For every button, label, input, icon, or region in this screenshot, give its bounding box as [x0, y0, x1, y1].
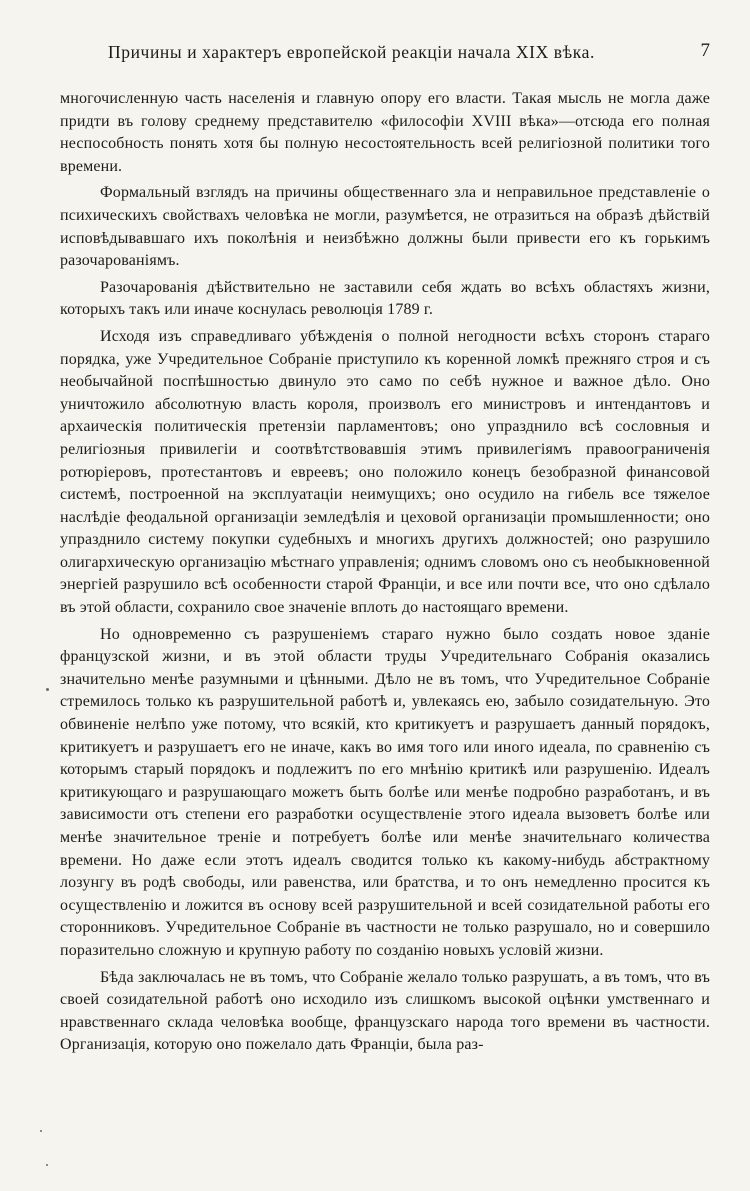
paragraph-formal-view: Формальный взглядъ на причины общественнаго зла и неправильное представленіе о психическихъ свойствахъ человѣка не могли, разумѣется, не отразиться на образѣ дѣйствій исповѣдывавшаго ихъ поколѣнія и неизбѣжно должны были привести его къ горькимъ разочарованіямъ. [60, 184, 710, 270]
print-speck [40, 1130, 42, 1132]
running-head [60, 38, 710, 66]
body-text [60, 88, 710, 1061]
page-number: 7 [700, 40, 710, 61]
print-speck [46, 688, 49, 691]
print-speck [46, 1164, 48, 1166]
paragraph-continuation: многочисленную часть населенія и главную опору его власти. Такая мысль не могла даже придти въ голову среднему представителю «философіи XVIII вѣка»—отсюда его полная неспособность понять хотя бы полную несостоятельность всей религіозной политики того времени. [60, 90, 710, 175]
paragraph-new-building: Но одновременно съ разрушеніемъ стараго нужно было создать новое зданіе французской жизни, и въ этой области труды Учредительнаго Собранія оказались значительно менѣе разумными и цѣнными. Дѣло не въ томъ, что Учредительное Собраніе стремилось только къ разрушительной работѣ и, увлекаясь ею, забыло созидательную. Это обвиненіе нелѣпо уже потому, что всякій, кто критикуетъ и разрушаетъ данный порядокъ, критикуетъ и разрушаетъ его не иначе, какъ во имя того или иного идеала, по сравненію съ которымъ старый порядокъ и подлежитъ по его мнѣнію критикѣ или разрушенію. Идеалъ критикующаго и разрушающаго можетъ быть болѣе или менѣе подробно разработанъ, и въ зависимости отъ степени его разработки осуществленіе этого идеала вызоветъ болѣе или менѣе значительное треніе и потребуетъ болѣе или менѣе значительнаго количества времени. Но даже если этотъ идеалъ сводится только къ какому-нибудь абстрактному лозунгу въ родѣ свободы, или равенства, или братства, и то онъ немедленно просится къ осуществленію и ложится въ основу всей разрушительной и всей созидательной работы его сторонниковъ. Учредительное Собраніе въ частности не только разрушало, но и совершило поразительно сложную и крупную работу по созданію новыхъ условій жизни. [60, 625, 710, 959]
paragraph-trouble: Бѣда заключалась не въ томъ, что Собраніе желало только разрушать, а въ томъ, что въ своей созидательной работѣ оно исходило изъ слишкомъ высокой оцѣнки умственнаго и нравственнаго склада человѣка вообще, французскаго народа того времени въ частности. Организація, которую оно пожелало дать Франціи, была раз- [60, 968, 710, 1054]
running-title: Причины и характеръ европейской реакціи начала XIX вѣка. [108, 42, 595, 62]
paragraph-constituent-assembly: Исходя изъ справедливаго убѣжденія о полной негодности всѣхъ сторонъ стараго порядка, уже Учредительное Собраніе приступило къ коренной ломкѣ прежняго строя и съ необычайной поспѣшностью двинуло это само по себѣ нужное и важное дѣло. Оно уничтожило абсолютную власть короля, произволъ его министровъ и интендантовъ и архаическія политическія претензіи парламентовъ; оно упразднило всѣ сословныя и религіозныя привилегіи и соотвѣтствовавшія этимъ привилегіямъ правоограниченія ротюріеровъ, протестантовъ и евреевъ; оно положило конецъ безобразной финансовой системѣ, построенной на эксплуатаціи неимущихъ; оно осудило на гибель все тяжелое наслѣдіе феодальной организаціи земледѣлія и цеховой организаціи промышленности; оно упразднило систему покупки судебныхъ и многихъ другихъ должностей; оно разрушило олигархическую организацію мѣстнаго управленія; однимъ словомъ оно съ необыкновенной энергіей разрушило всѣ особенности старой Франціи, и все или почти все, что оно сдѣлало въ этой области, сохранило свое значеніе вплоть до настоящаго времени. [60, 327, 710, 617]
paragraph-disappointments: Разочарованія дѣйствительно не заставили себя ждать во всѣхъ областяхъ жизни, которыхъ такъ или иначе коснулась революція 1789 г. [60, 278, 710, 319]
